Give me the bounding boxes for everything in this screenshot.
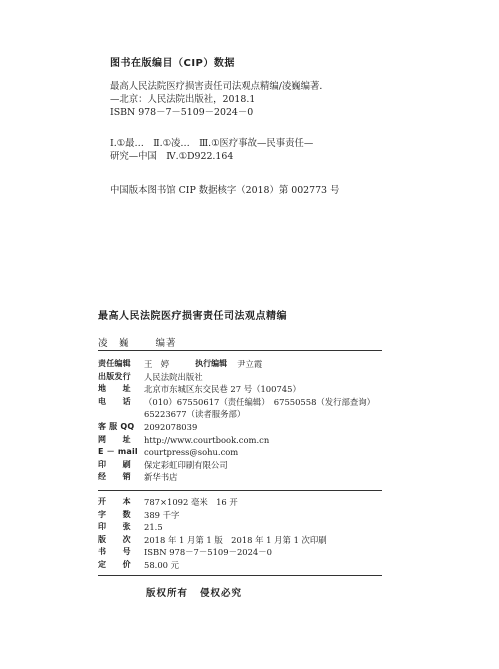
divider (98, 350, 382, 351)
publisher-info (98, 358, 398, 484)
info-row (98, 371, 398, 384)
cip-isbn: ISBN 978－7－5109－2024－0 (110, 107, 254, 118)
info-row (98, 421, 398, 434)
spec-value: 2018 年 1 月第 1 版 2018 年 1 月第 1 次印刷 (144, 534, 327, 545)
info-value: 北京市东城区东交民巷 27 号（100745） (144, 384, 301, 395)
spec-value: ISBN 978－7－5109－2024－0 (144, 547, 272, 558)
spec-row (98, 509, 398, 522)
divider (98, 490, 382, 491)
info-row (98, 396, 398, 409)
book-title: 最高人民法院医疗损害责任司法观点精编 (98, 311, 287, 322)
spec-row (98, 496, 398, 509)
info-row (98, 446, 398, 459)
spec-label: 定 价 (98, 559, 131, 569)
spec-row (98, 521, 398, 534)
website-value: http://www.courtbook.com.cn (144, 434, 270, 445)
spec-label: 字 数 (98, 509, 131, 519)
spec-row (98, 559, 398, 572)
info-label: 地 址 (98, 384, 131, 394)
cip-block (110, 54, 480, 197)
email-value: courtpress@sohu.com (144, 447, 239, 458)
info-value: 人民法院出版社 (144, 371, 203, 382)
book-info (98, 307, 388, 349)
spec-label: 开 本 (98, 497, 131, 506)
book-author-line (98, 335, 388, 349)
spec-block (98, 496, 398, 572)
info-label: 经 销 (98, 472, 131, 482)
info-row (98, 471, 398, 484)
info-label: 出版发行 (98, 371, 131, 381)
cip-check-number: 中国版本图书馆 CIP 数据核字（2018）第 002773 号 (110, 185, 340, 196)
info-row (98, 408, 398, 421)
rights-notice (146, 585, 242, 599)
info-label (98, 408, 144, 421)
editor-label: 责任编辑 (98, 359, 131, 368)
info-value: 新华书店 (144, 472, 178, 483)
info-value: （010）67550617（责任编辑） 67550558（发行部查询） (144, 396, 376, 407)
book-author: 凌 巍 (98, 338, 130, 349)
info-value: 保定彩虹印刷有限公司 (144, 459, 228, 470)
info-row (98, 383, 398, 396)
cip-classification: Ⅰ.①最… Ⅱ.①凌… Ⅲ.①医疗事故—民事责任— (110, 138, 314, 149)
spec-row (98, 534, 398, 547)
spec-label: 书 号 (98, 547, 131, 557)
info-value: 2092078039 (144, 421, 198, 432)
spec-label: 印 张 (98, 522, 131, 532)
cip-heading: 图书在版编目（CIP）数据 (110, 58, 235, 69)
spec-value: 58.00 元 (144, 559, 180, 570)
info-value: 65223677（读者服务部） (144, 409, 246, 420)
spec-value: 21.5 (144, 522, 163, 533)
spec-value: 389 千字 (144, 509, 180, 520)
info-label: 客 服 QQ (98, 421, 135, 431)
cip-classification: 研究—中国 Ⅳ.①D922.164 (110, 151, 234, 162)
editor-name: 王 婷 (144, 359, 170, 369)
rights-text: 侵权必究 (200, 588, 243, 599)
info-label: 网 址 (98, 434, 131, 444)
editor-row (98, 358, 398, 371)
spec-row (98, 546, 398, 559)
spec-value: 787×1092 毫米 16 开 (144, 497, 238, 507)
rights-text: 版权所有 (146, 588, 189, 599)
exec-editor-label: 执行编辑 (195, 359, 228, 368)
info-label: E － mail (98, 447, 138, 457)
cip-line: 最高人民法院医疗损害责任司法观点精编/凌巍编著． (110, 81, 329, 92)
exec-editor-name: 尹立霞 (237, 359, 263, 369)
divider (98, 575, 382, 576)
info-row (98, 459, 398, 472)
cip-line: —北京：人民法院出版社，2018.1 (110, 94, 256, 105)
book-author-role: 编著 (155, 338, 177, 349)
info-row (98, 434, 398, 447)
info-label: 印 刷 (98, 459, 131, 469)
spec-label: 版 次 (98, 534, 131, 544)
info-label: 电 话 (98, 396, 131, 406)
